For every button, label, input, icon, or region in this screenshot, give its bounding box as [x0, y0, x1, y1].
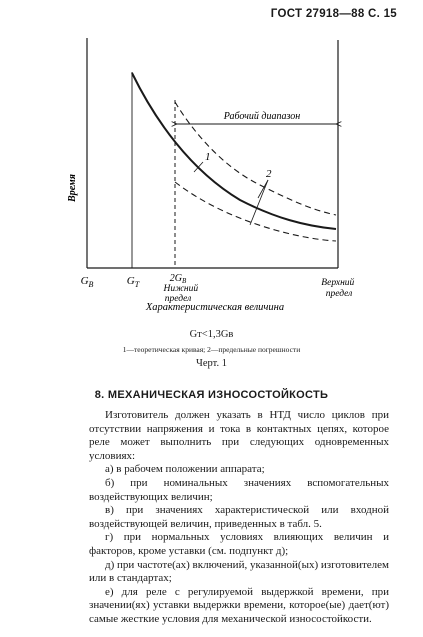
curve-label-1: 1 — [205, 151, 211, 163]
paragraph: а) в рабочем положении аппарата; — [105, 463, 265, 476]
paragraph: г) при нормальных условиях влияющих величин и факторов, кроме уставки (см. подпункт д); — [89, 531, 389, 557]
x-axis-title: Характеристическая величина — [145, 302, 285, 313]
tick-gb: $G_В$ — [80, 275, 94, 289]
page-header: ГОСТ 27918—88 С. 15 — [270, 8, 397, 20]
range-label: Рабочий диапазон — [223, 111, 301, 122]
lower-limit-label: Нижний предел — [163, 284, 199, 304]
formula: Gт<1,3Gв — [189, 329, 234, 340]
section-body — [89, 409, 389, 627]
paragraph: д) при частоте(ах) включений, указанной(ых) изготовителем или в стандартах; — [89, 558, 389, 585]
figure-caption: Черт. 1 — [196, 358, 227, 369]
y-axis-label: Время — [67, 174, 78, 202]
leader-2b — [250, 180, 268, 225]
section-heading: 8. МЕХАНИЧЕСКАЯ ИЗНОСОСТОЙКОСТЬ — [94, 389, 329, 401]
legend-note: 1—теоретическая кривая; 2—предельные погрешности — [122, 345, 301, 354]
paragraph: Изготовитель должен указать в НТД число циклов при отсутствии напряжения и тока в контактных цепях, которое реле может выполнить при следующих одновременных условиях: — [89, 409, 389, 462]
upper-limit-label: Верхний предел — [321, 278, 355, 299]
paragraph: е) для реле с регулируемой выдержкой времени, при значении(ях) уставки выдержки времени, которое(ые) дает(ют) самые жесткие условия для механической износостойкости. — [89, 585, 389, 625]
tick-gt: $G_Т$ — [126, 275, 140, 289]
tick-2gb: $2G_В$ — [169, 273, 187, 285]
paragraph: б) при номинальных значениях вспомогательных воздействующих величин; — [89, 476, 389, 503]
paragraph: в) при значениях характеристической или входной воздействующей величин, приведенных в табл. 5. — [89, 504, 389, 530]
curve-label-2: 2 — [266, 168, 272, 180]
